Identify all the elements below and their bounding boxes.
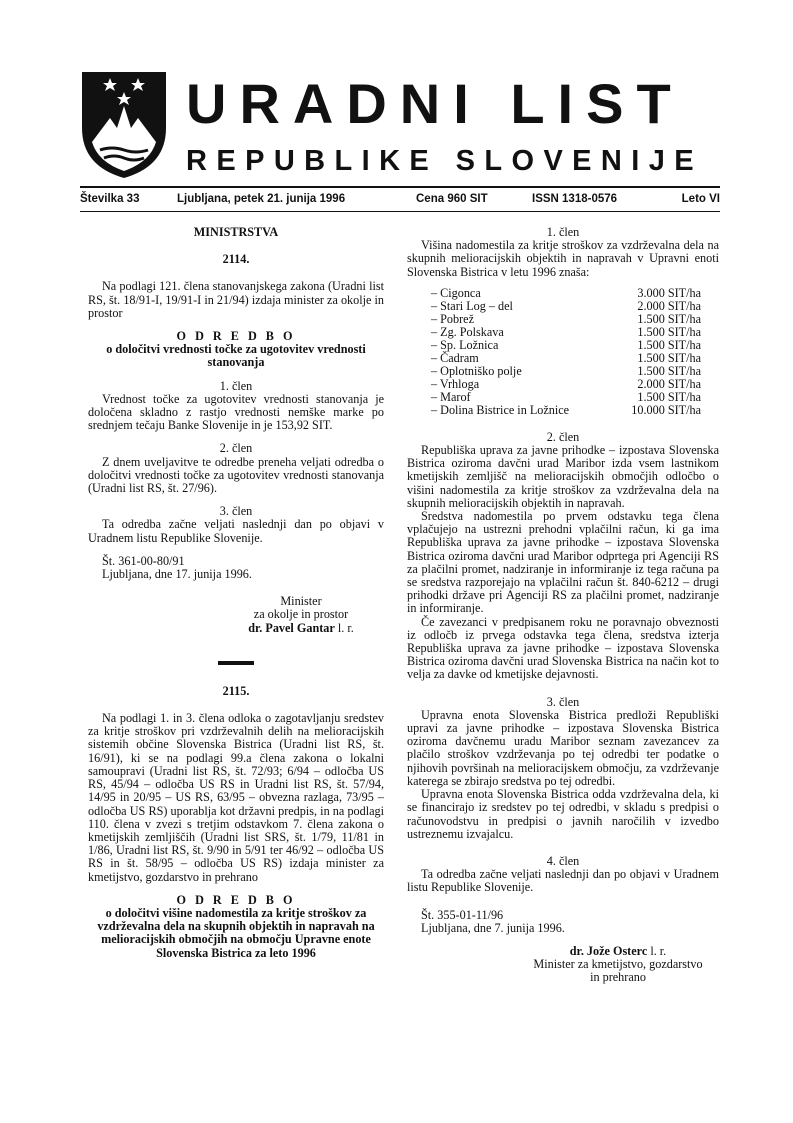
signature-role: za okolje in prostor — [253, 607, 349, 622]
doc-subtitle: o določitvi višine nadomestila za kritje stroškov za vzdrževalna dela na skupnih objektih in napravah na melioracijskih območjih na območju Upravne enote Slovenska Bistrica za leto 1996 — [97, 905, 375, 960]
article-text: Upravna enota Slovenska Bistrica predloži Republiški upravi za javne prihodke – izpostava Slovenska Bistrica oziroma davčnemu uradu Maribor seznam zavezancev za plačilo stroškov vzdrževanja po tej odredbi ter podatke o njihovih površinah na melioracijskem območju, za vzdrževanje katerega se zbirajo sredstva po tej odredbi. — [407, 707, 719, 788]
reference-number: Št. 361-00-80/91 — [102, 553, 185, 568]
rate-area: – Zg. Polskava — [431, 324, 504, 339]
place-date: Ljubljana, dne 17. junija 1996. — [102, 567, 252, 582]
rate-area: – Cigonca — [431, 285, 481, 300]
rate-area: – Sp. Ložnica — [431, 337, 499, 352]
rate-value: 3.000 SIT/ha — [637, 285, 701, 300]
article-heading: 1. člen — [546, 225, 580, 239]
place-date: Ljubljana, dne 7. junija 1996. — [421, 920, 565, 935]
article-text: Sredstva nadomestila po prvem odstavku tega člena vplačujejo na ustrezni prehodni vplačilni račun, ki ga ima Republiška uprava za javne prihodke – izpostava Slovenska Bistrica oziroma davčni urad Maribor odprtega pri Agenciji RS za plačilni promet, nadziranje in informiranje iz tega računa pa se sredstva razporejajo na vplačilni račun št. 840-6212 – drugi prihodki države pri Agenciji RS za plačilni promet, nadziranje in informiranje. — [407, 509, 719, 616]
signature-name: dr. Jože Osterc — [569, 943, 648, 958]
doc-number: 2115. — [222, 683, 250, 698]
rate-value: 1.500 SIT/ha — [637, 337, 701, 352]
signature-role: Minister — [280, 594, 322, 609]
article-text: Višina nadomestila za kritje stroškov za vzdrževalna dela na skupnih melioracijskih objektih in napravah v Upravni enoti Slovenska Bistrica v letu 1996 znaša: — [407, 238, 719, 279]
signature-block — [88, 595, 384, 635]
article-heading: 3. člen — [219, 504, 253, 519]
doc-preamble: Na podlagi 1. in 3. člena odloka o zagotavljanju sredstev za kritje stroškov pri vzdrževalnih delih na melioracijskih sistemih občine Slovenska Bistrica (Uradni list RS, št. 16/91), ki se na podlagi 99.a člena zakona o lokalni samoupravi (Uradni list RS, št. 72/93; 6/94 – odločba US RS, 45/94 – odločba US RS in Uradni list RS, št. 57/94, 14/95 in 20/95 – US RS, 63/95 – obvezna razlaga, 73/95 – odločba US RS) uporablja kot državni predpis, in na podlagi 110. člena v zvezi s tretjim odstavkom 7. člena zakona o kmetijskih zemljiščih (Uradni list SRS, št. 1/79, 11/81 in 1/86, Uradni list RS, št. 9/90 in 5/91 ter 46/92 – odločba US RS in št. 58/95 – odločba US RS) izdaja minister za kmetijstvo, gozdarstvo in prehrano — [88, 711, 384, 884]
rate-row — [431, 300, 701, 313]
right-column — [407, 226, 719, 985]
rate-row — [431, 313, 701, 326]
left-column — [88, 226, 384, 960]
reference-number: Št. 355-01-11/96 — [421, 907, 504, 922]
section-heading: MINISTRSTVA — [193, 225, 279, 239]
rate-value: 1.500 SIT/ha — [637, 350, 701, 365]
article-heading: 2. člen — [546, 429, 580, 444]
signature-role: in prehrano — [590, 970, 646, 985]
doc-title: O D R E D B O — [176, 892, 296, 907]
rate-row — [431, 404, 701, 417]
issue-year: Leto VI — [681, 193, 720, 205]
article-text: Z dnem uveljavitve te odredbe preneha veljati odredba o določitvi vrednosti točke za ugotovitev vrednosti stanovanja (Uradni list RS, št. 27/96). — [88, 454, 384, 496]
rate-row — [431, 391, 701, 404]
rate-row — [431, 326, 701, 339]
issue-price: Cena 960 SIT — [416, 193, 488, 205]
issue-info-bar — [80, 186, 720, 212]
rate-value: 1.500 SIT/ha — [637, 363, 701, 378]
article-heading: 4. člen — [546, 853, 580, 868]
article-heading: 3. člen — [546, 694, 580, 709]
rate-area: – Dolina Bistrice in Ložnice — [431, 402, 570, 417]
article-text: Ta odredba začne veljati naslednji dan po objavi v Uradnem listu Republike Slovenije. — [88, 517, 384, 545]
doc-subtitle: o določitvi vrednosti točke za ugotovitev vrednosti stanovanja — [106, 342, 366, 370]
rate-value: 1.500 SIT/ha — [637, 311, 701, 326]
doc-preamble: Na podlagi 121. člena stanovanjskega zakona (Uradni list RS, št. 18/91-I, 19/91-I in 21/94) izdaja minister za okolje in prostor — [88, 279, 384, 320]
rate-value: 2.000 SIT/ha — [637, 376, 701, 391]
signature-role: Minister za kmetijstvo, gozdarstvo — [533, 957, 703, 972]
masthead-subtitle: REPUBLIKE SLOVENIJE — [186, 145, 703, 177]
issue-number: Številka 33 — [80, 193, 140, 205]
article-heading: 1. člen — [219, 378, 253, 393]
rates-table — [431, 287, 701, 417]
rate-area: – Stari Log – del — [431, 298, 513, 313]
rate-area: – Pobrež — [431, 311, 474, 326]
rate-value: 1.500 SIT/ha — [637, 324, 701, 339]
issue-issn: ISSN 1318-0576 — [532, 193, 618, 205]
rate-row — [431, 378, 701, 391]
doc-number: 2114. — [222, 252, 250, 267]
doc-title: O D R E D B O — [176, 329, 296, 344]
rate-value: 2.000 SIT/ha — [637, 298, 701, 313]
rate-area: – Oplotniško polje — [431, 363, 522, 378]
rate-area: – Vrhloga — [431, 376, 480, 391]
rate-value: 10.000 SIT/ha — [631, 402, 701, 417]
article-text: Če zavezanci v predpisanem roku ne poravnajo obveznosti iz odločb iz prvega odstavka tega člena, sredstva izterja Republiška uprava za javne prihodke – izpostava Slovenska Bistrica oziroma davčni urad Slovenska Bistrica na način kot to velja za davke od kmetijske dejavnosti. — [407, 614, 719, 682]
rate-area: – Marof — [431, 389, 471, 404]
article-text: Upravna enota Slovenska Bistrica odda vzdrževalna dela, ki se financirajo iz sredstev po tej odredbi, v skladu s predpisi o računovodstvu in predpisi o javnih naročilih v izvedbo ustreznemu izvajalcu. — [407, 787, 719, 841]
signature-suffix: l. r. — [647, 943, 667, 958]
signature-name: dr. Pavel Gantar — [248, 620, 335, 635]
rate-row — [431, 287, 701, 300]
rate-area: – Čadram — [431, 350, 479, 365]
rate-value: 1.500 SIT/ha — [637, 389, 701, 404]
signature-block — [407, 945, 719, 985]
article-text: Vrednost točke za ugotovitev vrednosti stanovanja je določena skladno z rastjo vrednosti nemške marke po srednjem tečaju Banke Slovenije in je 153,92 SIT. — [88, 391, 384, 433]
article-text: Republiška uprava za javne prihodke – izpostava Slovenska Bistrica oziroma davčni urad Maribor izda vsem lastnikom kmetijskih zemljišč na melioracijskih območjih odločbo o višini nadomestila za kritje stroškov za vzdrževalna dela na skupnih melioracijskih objektih in napravah. — [407, 443, 719, 510]
signature-suffix: l. r. — [334, 620, 354, 635]
article-heading: 2. člen — [219, 441, 253, 456]
masthead-title: URADNI LIST — [186, 72, 684, 135]
rate-row — [431, 339, 701, 352]
rate-row — [431, 352, 701, 365]
coat-of-arms-icon — [80, 70, 168, 180]
rate-row — [431, 365, 701, 378]
issue-date: Ljubljana, petek 21. junija 1996 — [177, 193, 346, 205]
article-text: Ta odredba začne veljati naslednji dan po objavi v Uradnem listu Republike Slovenije. — [407, 867, 719, 895]
masthead — [80, 70, 720, 180]
